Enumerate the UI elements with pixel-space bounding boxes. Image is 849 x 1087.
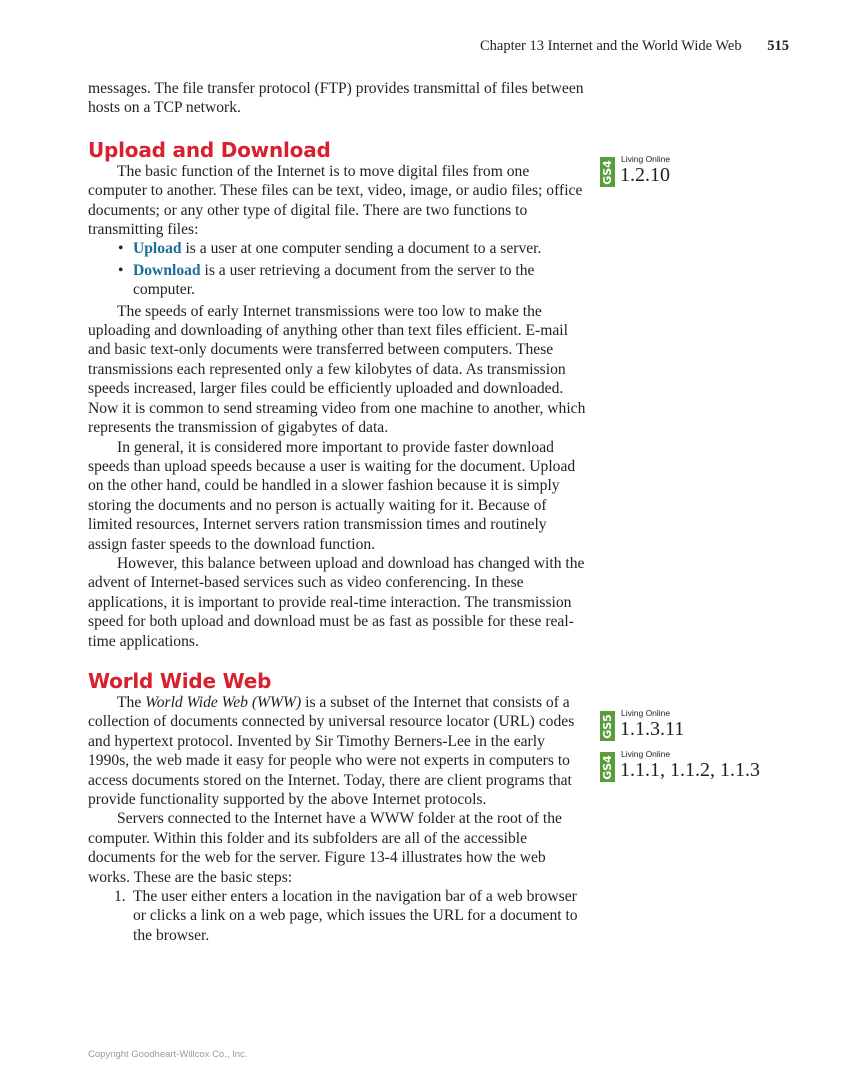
numbered-list <box>88 887 588 945</box>
main-text-column <box>88 79 588 945</box>
list-item <box>114 887 588 945</box>
paragraph: Servers connected to the Internet have a WWW folder at the root of the computer. Within this folder and its subfolders are all of the accessible documents for the web for the server. Figure 13-4 illustrates how the web works. These are the basic steps: <box>88 810 562 886</box>
list-number: 1. <box>114 888 126 906</box>
list-item-text: is a user at one computer sending a document to a server. <box>181 240 542 258</box>
section-heading-upload-download: Upload and Download <box>88 137 331 162</box>
paragraph: In general, it is considered more important to provide faster download speeds than upload speeds because a user is waiting for the document. Upload on the other hand, could be handled in a slower fashion because it is simply storing the documents and no person is actually waiting for it. Because of limited resources, Internet servers ration transmission times and routinely assign faster speeds to the download function. <box>88 438 576 553</box>
key-term: Download <box>133 261 201 279</box>
list-item-text: The user either enters a location in the navigation bar of a web browser or clicks a link on a web page, which issues the URL for a document to the browser. <box>133 888 578 944</box>
paragraph: The basic function of the Internet is to move digital files from one computer to another. These files can be text, video, image, or audio files; office documents; or any other type of digital file. There are two functions to transmitting files: <box>88 162 583 239</box>
text: is a subset of the Internet that consists of a collection of documents connected by universal resource locator (URL) codes and hypertext protocol. Invented by Sir Timothy Berners-Lee in the early 1990s, the web made it easy for people who were not experts in computers to access documents stored on the Internet. Today, there are client programs that provide functionality supported by the above Internet protocols. <box>88 693 575 808</box>
text: The <box>117 693 146 711</box>
standard-label: Living Online <box>621 749 671 759</box>
italic-term: World Wide Web (WWW) <box>145 693 302 711</box>
standard-badge-icon: GS5 <box>600 711 615 741</box>
paragraph: However, this balance between upload and download has changed with the advent of Internet-based services such as video conferencing. In these applications, it is important to provide real-time interaction. The transmission speed for both upload and download must be as fast as possible for these real-time applications. <box>88 554 585 650</box>
list-item <box>120 239 588 258</box>
list-item-text: is a user retrieving a document from the server to the computer. <box>133 261 535 299</box>
standard-label: Living Online <box>621 708 671 718</box>
intro-paragraph: messages. The file transfer protocol (FTP) provides transmittal of files between hosts on a TCP network. <box>88 80 584 117</box>
paragraph <box>88 693 588 809</box>
bullet-list <box>88 239 588 299</box>
key-term: Upload <box>133 240 182 258</box>
standard-code: 1.1.1, 1.1.2, 1.1.3 <box>620 759 760 781</box>
standard-label: Living Online <box>621 154 671 164</box>
paragraph: The speeds of early Internet transmissions were too low to make the uploading and downloading of anything other than text files efficient. E-mail and basic text-only documents were transferred between computers. These transmissions each represented only a few kilobytes of data. As transmission speeds increased, larger files could be efficiently uploaded and downloaded. Now it is common to send streaming video from one machine to another, which represents the transmission of gigabytes of data. <box>88 302 586 437</box>
standard-code: 1.2.10 <box>620 164 670 186</box>
running-header <box>480 38 789 55</box>
chapter-title: Chapter 13 Internet and the World Wide Web <box>479 38 742 54</box>
section-heading-world-wide-web: World Wide Web <box>88 668 272 693</box>
standard-badge-icon: GS4 <box>600 752 615 782</box>
copyright-footer: Copyright Goodheart-Willcox Co., Inc. <box>88 1049 248 1060</box>
page-number: 515 <box>767 38 789 54</box>
standard-badge-icon: GS4 <box>600 157 615 187</box>
standard-code: 1.1.3.11 <box>620 718 685 740</box>
list-item <box>120 261 588 300</box>
